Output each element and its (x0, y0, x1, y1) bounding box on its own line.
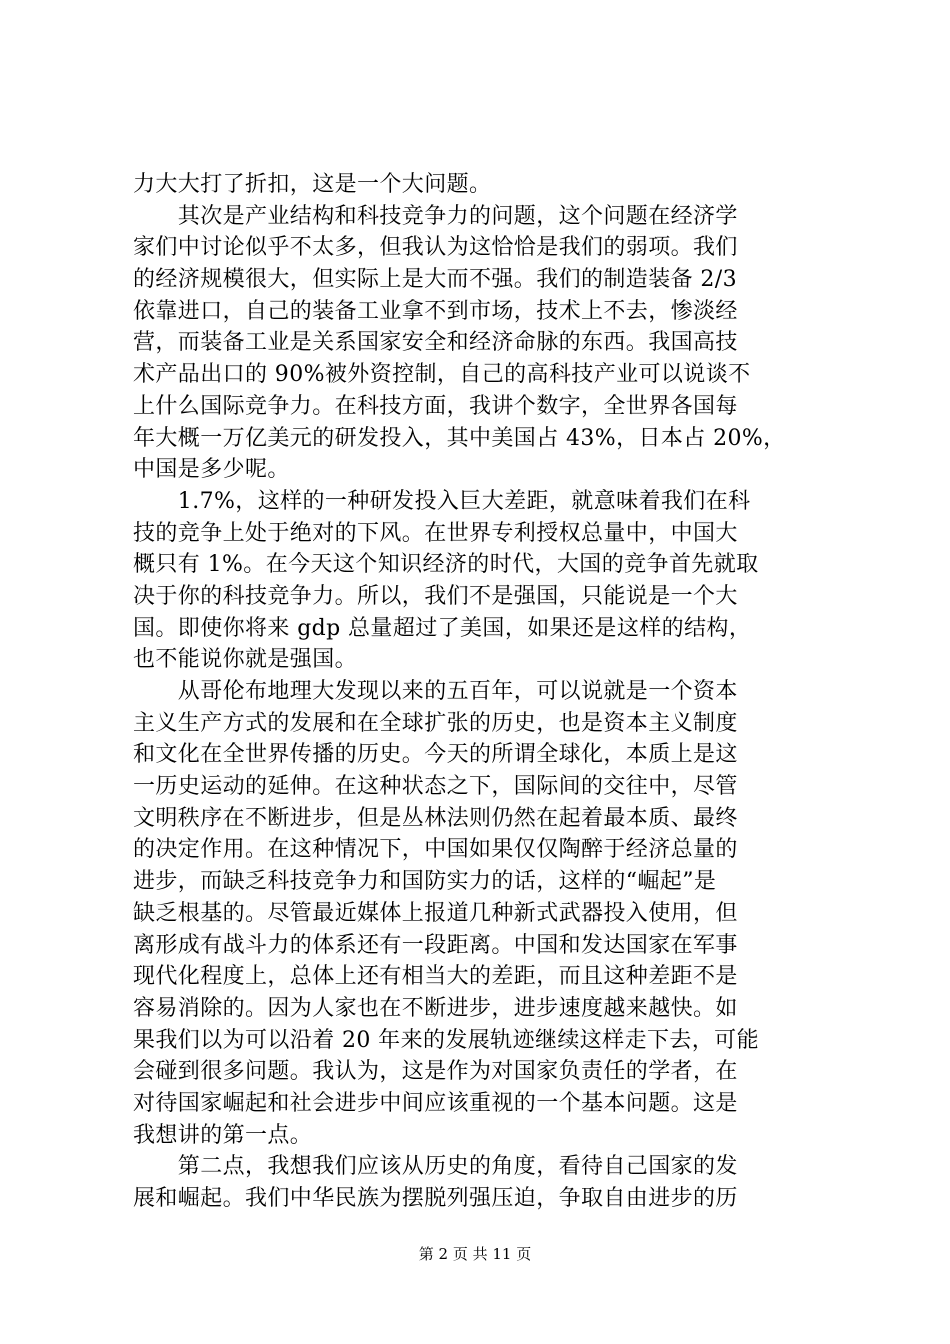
text-line: 国。即使你将来 gdp 总量超过了美国，如果还是这样的结构， (133, 615, 752, 641)
text-line: 决于你的科技竞争力。所以，我们不是强国，只能说是一个大 (133, 583, 738, 609)
text-line: 术产品出口的 90%被外资控制，自己的高科技产业可以说谈不 (133, 362, 751, 388)
text-line: 上什么国际竞争力。在科技方面，我讲个数字，全世界各国每 (133, 393, 738, 419)
text-line: 第二点，我想我们应该从历史的角度，看待自己国家的发 (133, 1154, 738, 1180)
text-line: 进步，而缺乏科技竞争力和国防实力的话，这样的“崛起”是 (133, 869, 717, 895)
text-line: 依靠进口，自己的装备工业拿不到市场，技术上不去，惨淡经 (133, 298, 738, 324)
text-line: 文明秩序在不断进步，但是丛林法则仍然在起着最本质、最终 (133, 805, 738, 831)
text-line: 一历史运动的延伸。在这种状态之下，国际间的交往中，尽管 (133, 774, 738, 800)
text-line: 会碰到很多问题。我认为，这是作为对国家负责任的学者，在 (133, 1059, 738, 1085)
text-line: 和文化在全世界传播的历史。今天的所谓全球化，本质上是这 (133, 742, 738, 768)
text-line: 营，而装备工业是关系国家安全和经济命脉的东西。我国高技 (133, 330, 738, 356)
text-line: 的决定作用。在这种情况下，中国如果仅仅陶醉于经济总量的 (133, 837, 738, 863)
body-text (133, 169, 823, 1215)
text-line: 我想讲的第一点。 (133, 1122, 313, 1148)
text-line: 技的竞争上处于绝对的下风。在世界专利授权总量中，中国大 (133, 520, 738, 546)
text-line: 家们中讨论似乎不太多，但我认为这恰恰是我们的弱项。我们 (133, 235, 738, 261)
text-line: 也不能说你就是强国。 (133, 647, 358, 673)
text-line: 展和崛起。我们中华民族为摆脱列强压迫，争取自由进步的历 (133, 1186, 738, 1211)
text-line: 的经济规模很大，但实际上是大而不强。我们的制造装备 2/3 (133, 267, 738, 293)
text-line: 果我们以为可以沿着 20 年来的发展轨迹继续这样走下去，可能 (133, 1027, 759, 1053)
text-line: 现代化程度上，总体上还有相当大的差距，而且这种差距不是 (133, 964, 738, 990)
text-line: 其次是产业结构和科技竞争力的问题，这个问题在经济学 (133, 203, 738, 229)
text-line: 缺乏根基的。尽管最近媒体上报道几种新式武器投入使用，但 (133, 900, 738, 926)
text-line: 容易消除的。因为人家也在不断进步，进步速度越来越快。如 (133, 995, 738, 1021)
text-line: 离形成有战斗力的体系还有一段距离。中国和发达国家在军事 (133, 932, 738, 958)
text-line: 力大大打了折扣，这是一个大问题。 (133, 172, 492, 197)
text-line: 1.7%，这样的一种研发投入巨大差距，就意味着我们在科 (133, 488, 751, 514)
text-line: 年大概一万亿美元的研发投入，其中美国占 43%，日本占 20%， (133, 425, 786, 451)
text-line: 概只有 1%。在今天这个知识经济的时代，大国的竞争首先就取 (133, 552, 759, 578)
text-line: 主义生产方式的发展和在全球扩张的历史，也是资本主义制度 (133, 710, 738, 736)
text-line: 对待国家崛起和社会进步中间应该重视的一个基本问题。这是 (133, 1090, 738, 1116)
text-line: 从哥伦布地理大发现以来的五百年，可以说就是一个资本 (133, 679, 738, 704)
page-number-footer: 第 2 页 共 11 页 (418, 1245, 532, 1263)
text-line: 中国是多少呢。 (133, 457, 290, 483)
